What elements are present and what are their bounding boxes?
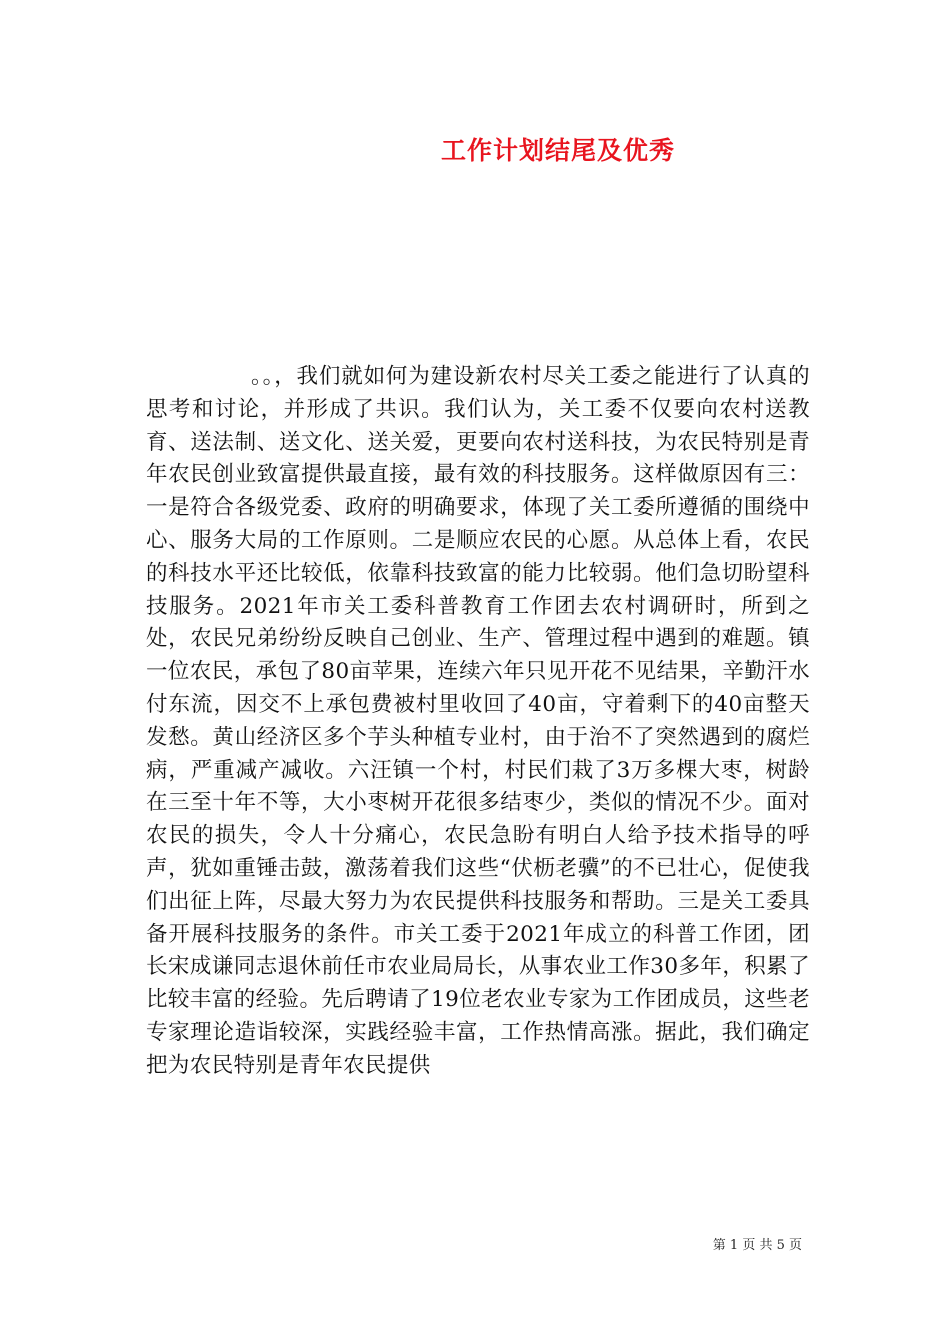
body-paragraph: 。。，我们就如何为建设新农村尽关工委之能进行了认真的思考和讨论，并形成了共识。我们认为，关工委不仅要向农村送教育、送法制、送文化、送关爱，更要向农村送科技，为农民特别是青年农民创业致富提供最直接，最有效的科技服务。这样做原因有三：一是符合各级党委、政府的明确要求，体现了关工委所遵循的围绕中心、服务大局的工作原则。二是顺应农民的心愿。从总体上看，农民的科技水平还比较低，依靠科技致富的能力比较弱。他们急切盼望科技服务。2021年市关工委科普教育工作团去农村调研时，所到之处，农民兄弟纷纷反映自己创业、生产、管理过程中遇到的难题。镇一位农民，承包了80亩苹果，连续六年只见开花不见结果，辛勤汗水付东流，因交不上承包费被村里收回了40亩，守着剩下的40亩整天发愁。黄山经济区多个芋头种植专业村，由于治不了突然遇到的腐烂病，严重减产减收。六汪镇一个村，村民们栽了3万多棵大枣，树龄在三至十年不等，大小枣树开花很多结枣少，类似的情况不少。面对农民的损失，令人十分痛心，农民急盼有明白人给予技术指导的呼声，犹如重锤击鼓，激荡着我们这些“伏枥老骥”的不已壮心，促使我们出征上阵，尽最大努力为农民提供科技服务和帮助。三是关工委具备开展科技服务的条件。市关工委于2021年成立的科普工作团，团长宋成谦同志退休前任市农业局局长，从事农业工作30多年，积累了比较丰富的经验。先后聘请了19位老农业专家为工作团成员，这些老专家理论造诣较深，实践经验丰富，工作热情高涨。据此，我们确定把为农民特别是青年农民提供 bbox=[146, 364, 810, 1078]
page-number-footer: 第 1 页 共 5 页 bbox=[712, 1238, 802, 1253]
page-title: 工作计划结尾及优秀 bbox=[440, 136, 675, 165]
